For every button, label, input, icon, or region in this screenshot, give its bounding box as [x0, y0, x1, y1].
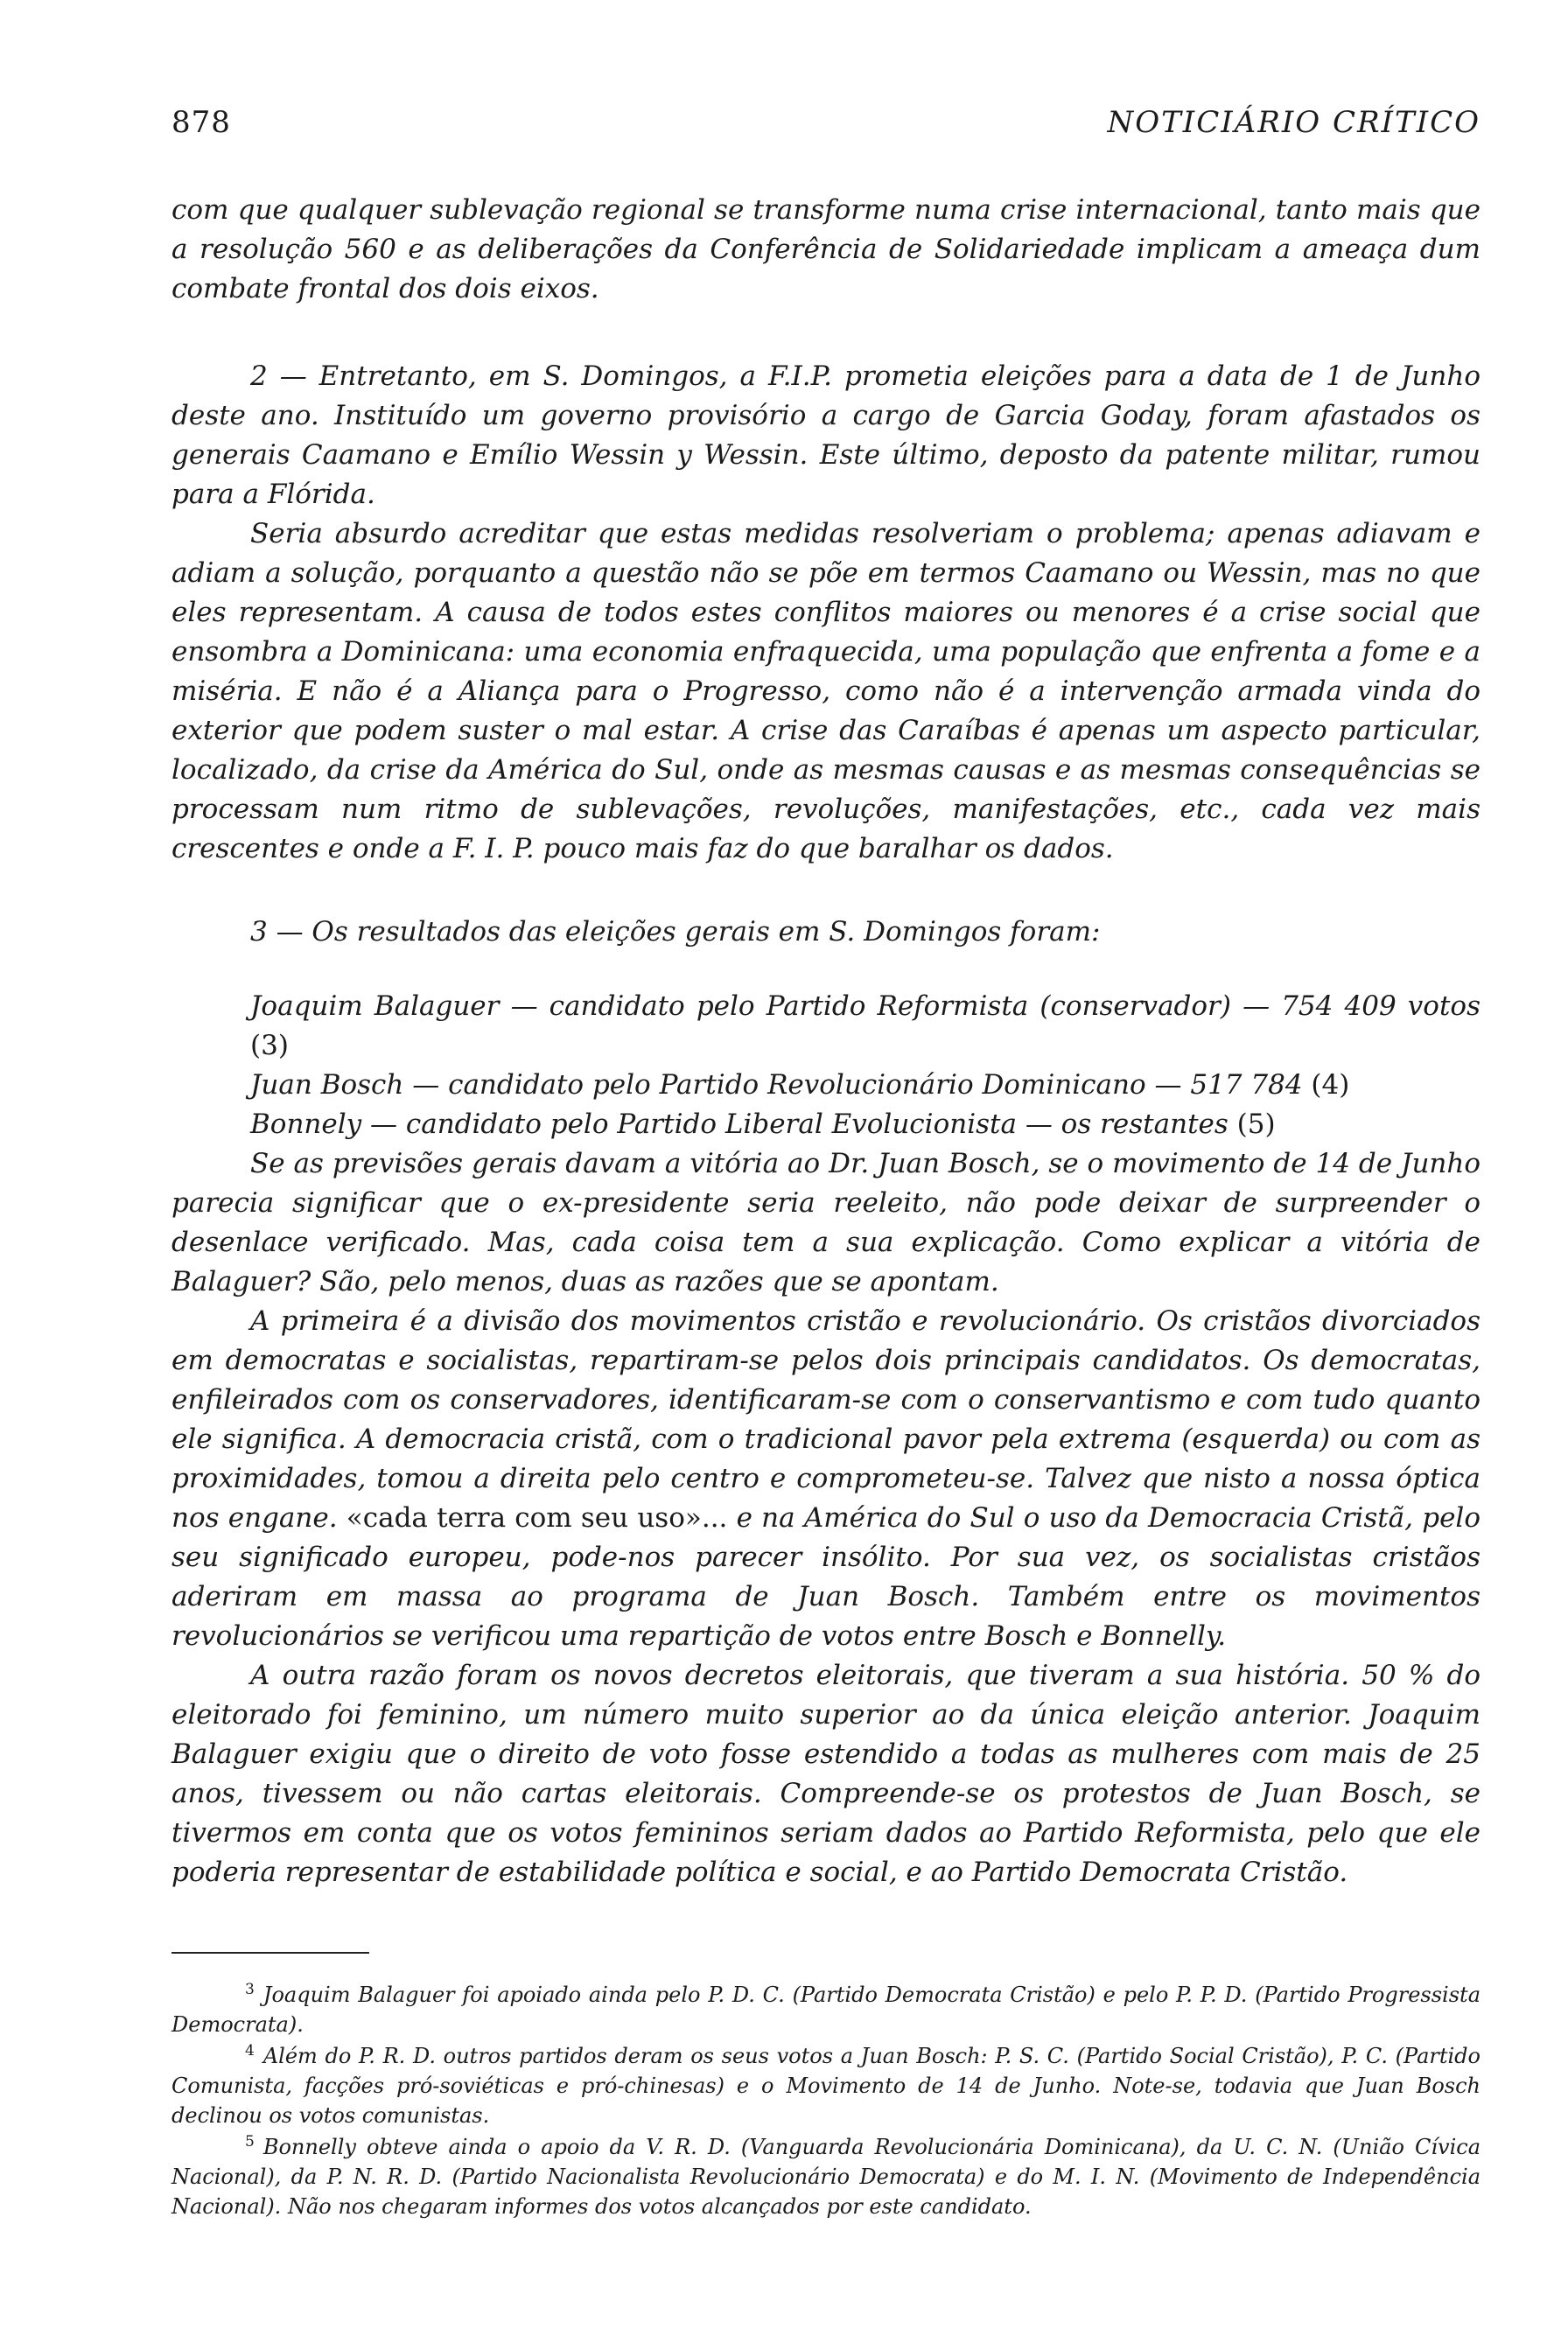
paragraph-section-3: 3 — Os resultados das eleições gerais em S. Domingos foram: — [250, 916, 1101, 948]
result-bonnely-text: Bonnely — candidato pelo Partido Liberal Evolucionista — os restantes — [250, 1109, 1228, 1140]
result-balaguer-ref: (3) — [250, 1030, 289, 1061]
result-balaguer-text: Joaquim Balaguer — candidato pelo Partido Reformista (conservador) — 754 409 votos — [250, 990, 1480, 1022]
footnote-5 — [172, 2132, 1480, 2221]
paragraph-crisis-analysis: Seria absurdo acreditar que estas medidas resolveriam o problema; apenas adiavam e adiam a solução, porquanto a questão não se põe em termos Caamano ou Wessin, mas no que eles representam. A causa de todos estes conflitos maiores ou menores é a crise social que ensombra a Dominicana: uma economia enfraquecida, uma população que enfrenta a fome e a miséria. E não é a Aliança para o Progresso, como não é a intervenção armada vinda do exterior que podem suster o mal estar. A crise das Caraíbas é apenas um aspecto particular, localizado, da crise da América do Sul, onde as mesmas causas e as mesmas consequências se processam num ritmo de sublevações, revoluções, manifestações, etc., cada vez mais crescentes e onde a F. I. P. pouco mais faz do que baralhar os dados. — [172, 518, 1480, 864]
quoted-saying: «cada terra com seu uso»... — [346, 1502, 728, 1534]
footnote-3 — [172, 1980, 1480, 2039]
paragraph-continuation: com que qualquer sublevação regional se transforme numa crise internacional, tanto mais que a resolução 560 e as deliberações da Conferência de Solidariedade implicam a ameaça dum combate frontal dos dois eixos. — [172, 194, 1480, 304]
footnotes — [172, 1980, 1480, 2221]
section-title: NOTICIÁRIO CRÍTICO — [1107, 105, 1480, 140]
footnote-divider — [172, 1952, 369, 1954]
footnote-mark: 4 — [245, 2042, 255, 2060]
footnote-text: Além do P. R. D. outros partidos deram os seus votos a Juan Bosch: P. S. C. (Partido Social Cristão), P. C. (Partido Comunista, facções pró-soviéticas e pró-chinesas) e o Movimento de 14 de Junho. Note-se, todavia que Juan Bosch declinou os votos comunistas. — [172, 2044, 1480, 2128]
result-bosch — [250, 1066, 1480, 1105]
result-bonnely — [250, 1105, 1480, 1144]
paragraph-first-reason — [172, 1302, 1480, 1656]
first-reason-part-b: e na América do Sul o uso da Democracia Cristã, pelo seu significado europeu, pode-nos parecer insólito. Por sua vez, os socialistas cristãos aderiram em massa ao programa de Juan Bosch. Também entre os movimentos revolucionários se verificou uma repartição de votos entre Bosch e Bonnelly. — [172, 1502, 1481, 1652]
footnote-text: Joaquim Balaguer foi apoiado ainda pelo P. D. C. (Partido Democrata Cristão) e pelo P. P. D. (Partido Progressista Democrata). — [172, 1983, 1480, 2037]
article-body — [172, 191, 1480, 1892]
election-results — [172, 987, 1480, 1144]
result-balaguer — [250, 987, 1480, 1066]
result-bosch-text: Juan Bosch — candidato pelo Partido Revolucionário Dominicano — 517 784 — [250, 1069, 1303, 1101]
footnote-4 — [172, 2041, 1480, 2130]
footnote-text: Bonnelly obteve ainda o apoio da V. R. D. (Vanguarda Revolucionária Dominicana), da U. C. N. (União Cívica Nacional), da P. N. R. D. (Partido Nacionalista Revolucionário Democrata) e do M. I. N. (Movimento de Independência Nacional). Não nos chegaram informes dos votos alcançados por este candidato. — [172, 2135, 1480, 2219]
paragraph-section-2: 2 — Entretanto, em S. Domingos, a F.I.P. prometia eleições para a data de 1 de Junho deste ano. Instituído um governo provisório a cargo de Garcia Goday, foram afastados os generais Caamano e Emílio Wessin y Wessin. Este último, deposto da patente militar, rumou para a Flórida. — [172, 360, 1480, 510]
result-bonnely-ref: (5) — [1236, 1109, 1276, 1140]
running-head — [172, 105, 1480, 157]
paragraph-second-reason: A outra razão foram os novos decretos eleitorais, que tiveram a sua história. 50 % do eleitorado foi feminino, um número muito superior ao da única eleição anterior. Joaquim Balaguer exigiu que o direito de voto fosse estendido a todas as mulheres com mais de 25 anos, tivessem ou não cartas eleitorais. Compreende-se os protestos de Juan Bosch, se tivermos em conta que os votos femininos seriam dados ao Partido Reformista, pelo que ele poderia representar de estabilidade política e social, e ao Partido Democrata Cristão. — [172, 1660, 1480, 1888]
first-reason-part-a: A primeira é a divisão dos movimentos cristão e revolucionário. Os cristãos divorciados em democratas e socialistas, repartiram-se pelos dois principais candidatos. Os democratas, enfileirados com os conservadores, identificaram-se com o conservantismo e com tudo quanto ele significa. A democracia cristã, com o tradicional pavor pela extrema (esquerda) ou com as proximidades, tomou a direita pelo centro e comprometeu-se. Talvez que nisto a nossa óptica nos engane. — [172, 1305, 1480, 1534]
page-number: 878 — [172, 105, 231, 140]
paragraph-predictions: Se as previsões gerais davam a vitória ao Dr. Juan Bosch, se o movimento de 14 de Junho parecia significar que o ex-presidente seria reeleito, não pode deixar de surpreender o desenlace verificado. Mas, cada coisa tem a sua explicação. Como explicar a vitória de Balaguer? São, pelo menos, duas as razões que se apontam. — [172, 1148, 1480, 1297]
result-bosch-ref: (4) — [1311, 1069, 1350, 1101]
footnote-mark: 5 — [245, 2133, 255, 2151]
footnote-mark: 3 — [245, 1981, 255, 1998]
document-page — [172, 105, 1480, 2223]
